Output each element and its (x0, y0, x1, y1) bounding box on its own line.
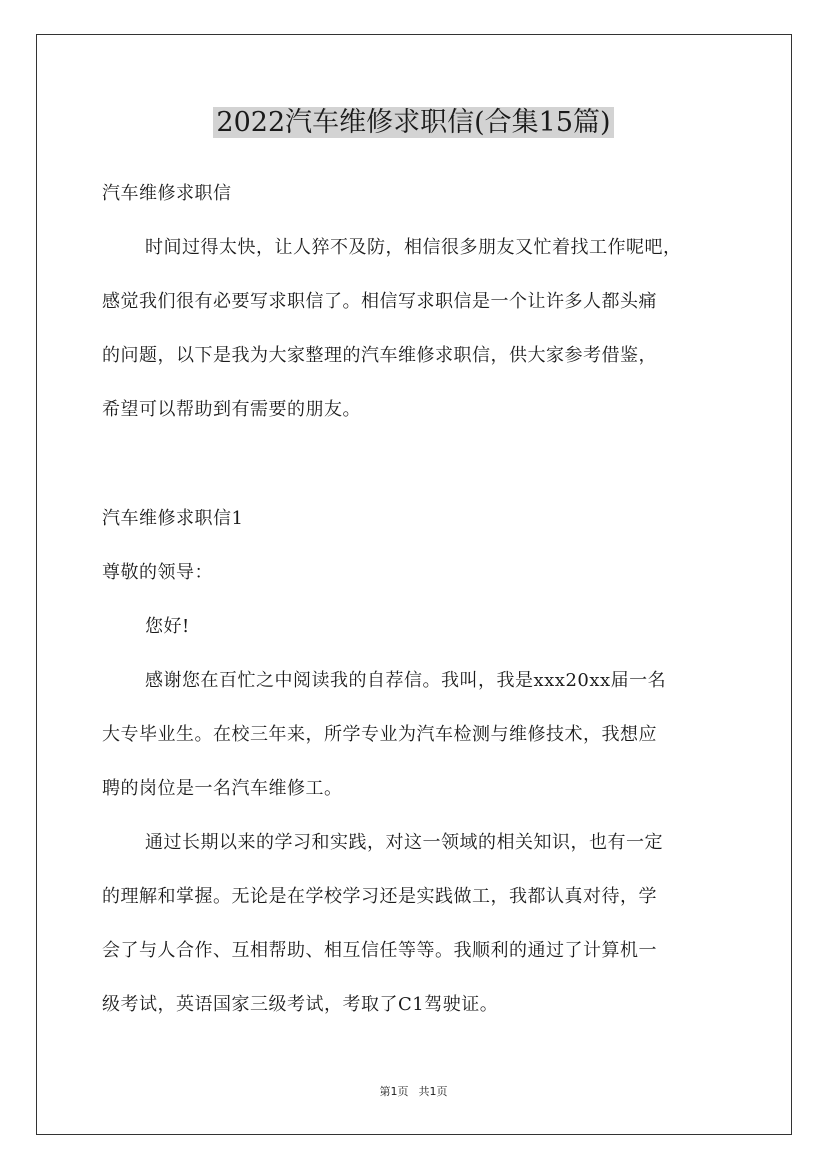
paragraph-line: 通过长期以来的学习和实践，对这一领域的相关知识，也有一定 (145, 832, 663, 853)
document-title-text: 2022汽车维修求职信(合集15篇) (213, 107, 613, 138)
paragraph-line: 聘的岗位是一名汽车维修工。 (102, 778, 343, 799)
page-footer (0, 1084, 827, 1100)
intro-line: 时间过得太快，让人猝不及防，相信很多朋友又忙着找工作呢吧， (145, 237, 682, 258)
letter-heading: 汽车维修求职信1 (102, 508, 244, 529)
document-title (0, 104, 827, 142)
salutation: 尊敬的领导： (102, 562, 213, 583)
paragraph-line: 会了与人合作、互相帮助、相互信任等等。我顺利的通过了计算机一 (102, 940, 657, 961)
paragraph-line: 级考试，英语国家三级考试，考取了C1驾驶证。 (102, 994, 499, 1015)
page-total: 共1页 (418, 1085, 448, 1098)
page-number: 第1页 (379, 1085, 409, 1098)
intro-line: 希望可以帮助到有需要的朋友。 (102, 399, 361, 420)
paragraph-line: 感谢您在百忙之中阅读我的自荐信。我叫，我是xxx20xx届一名 (145, 670, 667, 691)
paragraph-line: 的理解和掌握。无论是在学校学习还是实践做工，我都认真对待，学 (102, 886, 657, 907)
intro-line: 的问题，以下是我为大家整理的汽车维修求职信，供大家参考借鉴， (102, 345, 657, 366)
paragraph-line: 大专毕业生。在校三年来，所学专业为汽车检测与维修技术，我想应 (102, 724, 657, 745)
intro-line: 感觉我们很有必要写求职信了。相信写求职信是一个让许多人都头痛 (102, 291, 657, 312)
greeting: 您好! (145, 616, 190, 637)
intro-heading: 汽车维修求职信 (102, 183, 232, 204)
